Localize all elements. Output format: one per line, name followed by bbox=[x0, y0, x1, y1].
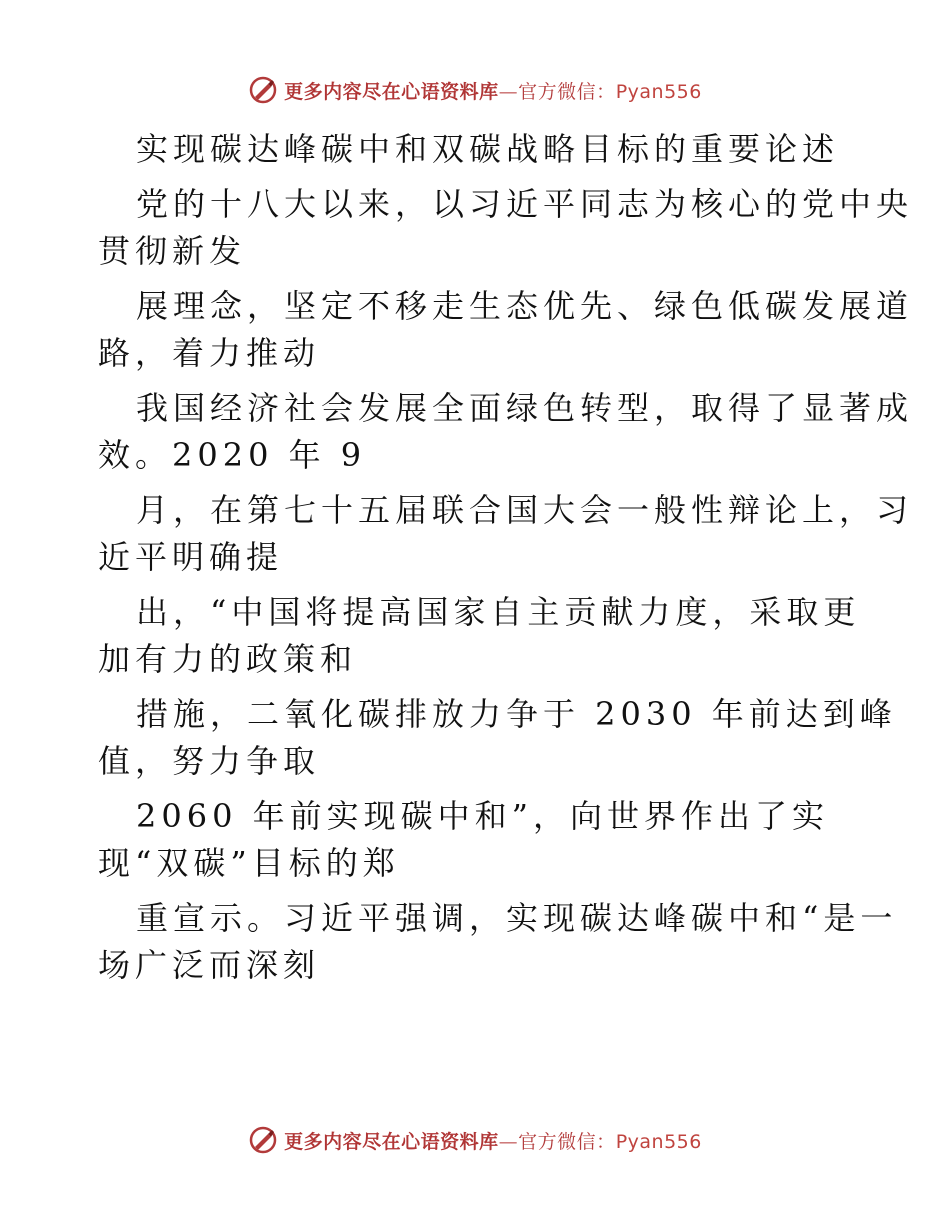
text-line: 2060 年前实现碳中和”，向世界作出了实 bbox=[136, 797, 829, 835]
text-line: 场广泛而深刻 bbox=[98, 946, 321, 984]
banner-sub-text: 官方微信： bbox=[518, 80, 616, 103]
text-line: 党的十八大以来，以习近平同志为核心的党中央 bbox=[136, 185, 914, 223]
banner-text bbox=[284, 77, 702, 104]
text-line: 路，着力推动 bbox=[98, 334, 321, 372]
banner-wechat-id: Pyan556 bbox=[615, 80, 702, 103]
text-line: 重宣示。习近平强调，实现碳达峰碳中和“是一 bbox=[136, 899, 898, 937]
text-line: 值，努力争取 bbox=[98, 742, 321, 780]
header-banner bbox=[0, 70, 950, 110]
text-line: 贯彻新发 bbox=[98, 232, 247, 270]
banner-sub-text: 官方微信： bbox=[518, 1130, 616, 1153]
banner-main-text: 更多内容尽在心语资料库 bbox=[284, 1130, 499, 1153]
text-line: 月，在第七十五届联合国大会一般性辩论上，习 bbox=[136, 491, 914, 529]
footer-banner bbox=[0, 1120, 950, 1160]
document-body bbox=[98, 126, 914, 989]
text-line: 现“双碳”目标的郑 bbox=[98, 844, 400, 882]
pen-logo-icon bbox=[248, 75, 278, 105]
banner-text bbox=[284, 1127, 702, 1154]
banner-dash: — bbox=[498, 1130, 519, 1153]
banner-wechat-id: Pyan556 bbox=[615, 1130, 702, 1153]
banner-dash: — bbox=[498, 80, 519, 103]
text-line: 展理念，坚定不移走生态优先、绿色低碳发展道 bbox=[136, 287, 914, 325]
text-line: 效。2020 年 9 bbox=[98, 436, 367, 474]
pen-logo-icon bbox=[248, 1125, 278, 1155]
text-line: 出，“中国将提高国家自主贡献力度，采取更 bbox=[136, 593, 861, 631]
document-title: 实现碳达峰碳中和双碳战略目标的重要论述 bbox=[136, 130, 840, 168]
text-line: 我国经济社会发展全面绿色转型，取得了显著成 bbox=[136, 389, 914, 427]
text-line: 加有力的政策和 bbox=[98, 640, 358, 678]
text-line: 近平明确提 bbox=[98, 538, 284, 576]
banner-main-text: 更多内容尽在心语资料库 bbox=[284, 80, 499, 103]
text-line: 措施，二氧化碳排放力争于 2030 年前达到峰 bbox=[136, 695, 897, 733]
